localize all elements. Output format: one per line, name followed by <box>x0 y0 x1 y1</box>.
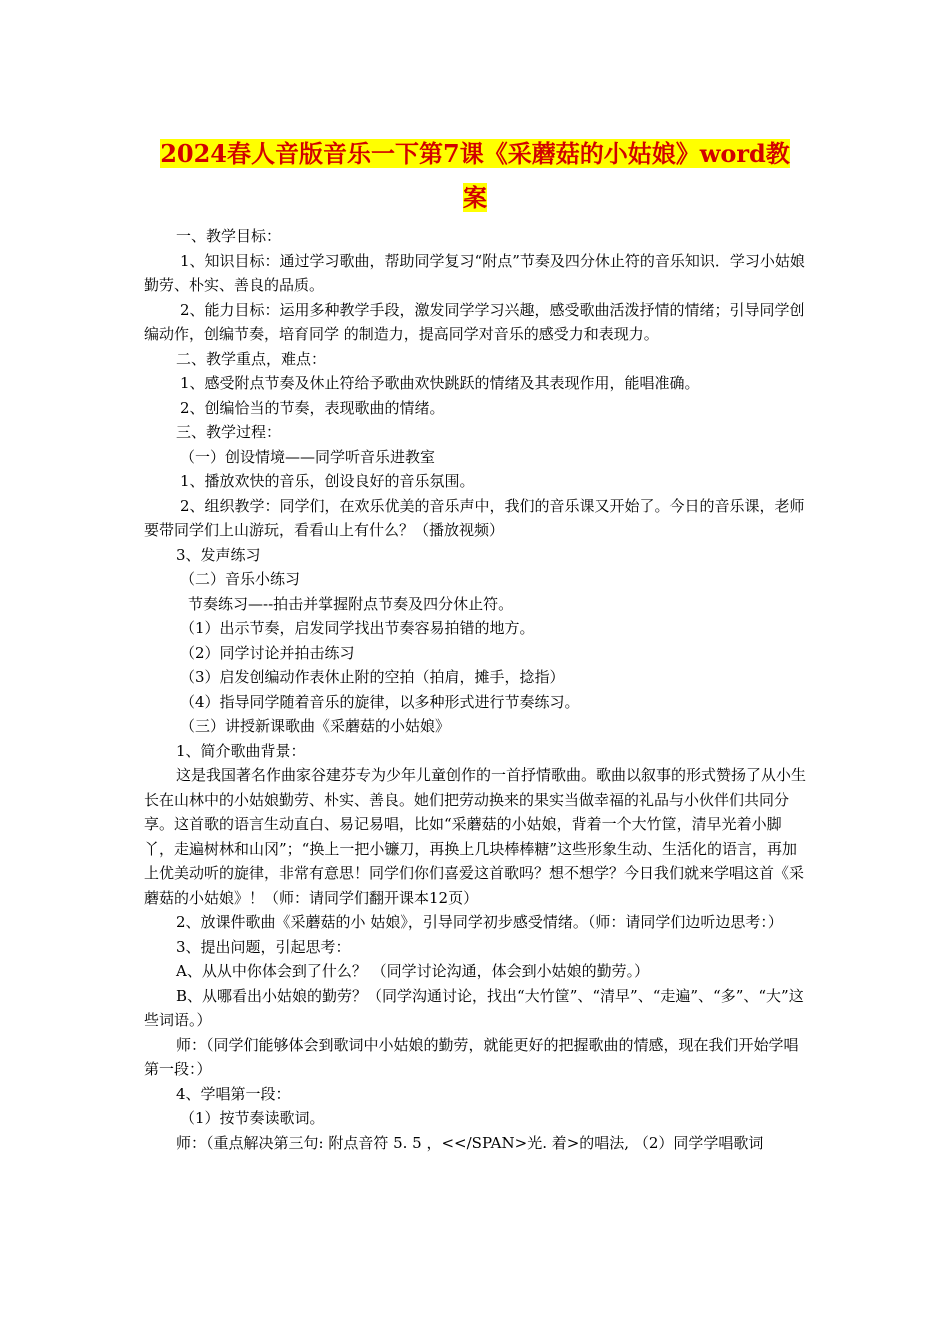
subsection-heading-3: （三）讲授新课歌曲《采蘑菇的小姑娘》 <box>180 717 451 735</box>
paragraph-step-1: 1、播放欢快的音乐，创设良好的音乐氛围。 <box>180 472 475 490</box>
section-heading-process: 三、教学过程： <box>176 423 282 441</box>
section-heading-objectives: 一、教学目标： <box>176 227 282 245</box>
paragraph-questions-heading: 3、提出问题，引起思考： <box>176 937 351 956</box>
paragraph-question-a: A、从从中你体会到了什么？ （同学讨论沟通，体会到小姑娘的勤劳。） <box>176 962 650 980</box>
paragraph-song-background-heading: 1、简介歌曲背景： <box>176 741 306 760</box>
paragraph-teacher-key-line: 师：（重点解决第三句: 附点音符 5. 5 ，<</SPAN>光. 着>的唱法, （2）同学学唱歌词 <box>176 1133 764 1152</box>
paragraph-key-point-2: 2、创编恰当的节奏，表现歌曲的情绪。 <box>180 398 445 417</box>
paragraph-teacher-note: 师：（同学们能够体会到歌词中小姑娘的勤劳，就能更好的把握歌曲的情感，现在我们开始学唱第一段：） <box>144 1035 799 1078</box>
paragraph-ability-objective: 2、能力目标：运用多种教学手段，激发同学学习兴趣，感受歌曲活泼抒情的情绪；引导同学创编动作，创编节奏，培育同学 的制造力，提高同学对音乐的感受力和表现力。 <box>144 300 805 343</box>
paragraph-song-background: 这是我国著名作曲家谷建芬专为少年儿童创作的一首抒情歌曲。歌曲以叙事的形式赞扬了从小生长在山林中的小姑娘勤劳、朴实、善良。她们把劳动换来的果实当做幸福的礼品与小伙伴们共同分享。这首歌的语言生动直白、易记易唱，比如“采蘑菇的小姑娘，背着一个大竹筐，清早光着小脚丫，走遍树林和山冈”；“换上一把小镰刀，再换上几块棒棒糖”这些形象生动、生活化的语言，再加上优美动听的旋律，非常有意思！同学们你们喜爱这首歌吗？想不想学？今日我们就来学唱这首《采蘑菇的小姑娘》！（师：请同学们翻开课本12页） <box>144 766 807 907</box>
section-heading-key-points: 二、教学重点，难点： <box>176 349 327 368</box>
document-title <box>140 132 810 220</box>
paragraph-key-point-1: 1、感受附点节奏及休止符给予歌曲欢快跳跃的情绪及其表现作用，能唱准确。 <box>180 374 700 392</box>
paragraph-rhythm-3: （3）启发创编动作表休止附的空拍（拍肩，摊手，捻指） <box>180 668 565 686</box>
subsection-heading-1: （一）创设情境——同学听音乐进教室 <box>180 447 436 466</box>
paragraph-step-2: 2、组织教学：同学们，在欢乐优美的音乐声中，我们的音乐课又开始了。今日的音乐课，老师要带同学们上山游玩，看看山上有什么？（播放视频） <box>144 496 805 539</box>
document-body <box>144 224 808 1155</box>
paragraph-step-3: 3、发声练习 <box>176 545 261 564</box>
paragraph-question-b: B、从哪看出小姑娘的勤劳？（同学沟通讨论，找出“大竹筐”、“清早”、“走遍”、“多”、“大”这些词语。） <box>144 986 804 1029</box>
paragraph-rhythm-2: （2）同学讨论并拍击练习 <box>180 643 355 662</box>
paragraph-rhythm-practice: 节奏练习—--拍击并掌握附点节奏及四分休止符。 <box>188 594 514 613</box>
paragraph-rhythm-4: （4）指导同学随着音乐的旋律，以多种形式进行节奏练习。 <box>180 692 580 711</box>
paragraph-knowledge-objective: 1、知识目标：通过学习歌曲，帮助同学复习“附点”节奏及四分休止符的音乐知识．学习小姑娘勤劳、朴实、善良的品质。 <box>144 251 805 294</box>
paragraph-learn-first-verse: 4、学唱第一段： <box>176 1084 291 1103</box>
paragraph-rhythm-1: （1）出示节奏，启发同学找出节奏容易拍错的地方。 <box>180 619 535 637</box>
paragraph-read-lyrics: （1）按节奏读歌词。 <box>180 1109 325 1127</box>
subsection-heading-2: （二）音乐小练习 <box>180 570 301 588</box>
paragraph-play-courseware: 2、放课件歌曲《采蘑菇的小 姑娘》，引导同学初步感受情绪。（师：请同学们边听边思考：） <box>176 913 783 931</box>
title-line-1: 2024春人音版音乐一下第7课《采蘑菇的小姑娘》word教 <box>160 139 790 168</box>
title-line-2: 案 <box>463 183 487 212</box>
